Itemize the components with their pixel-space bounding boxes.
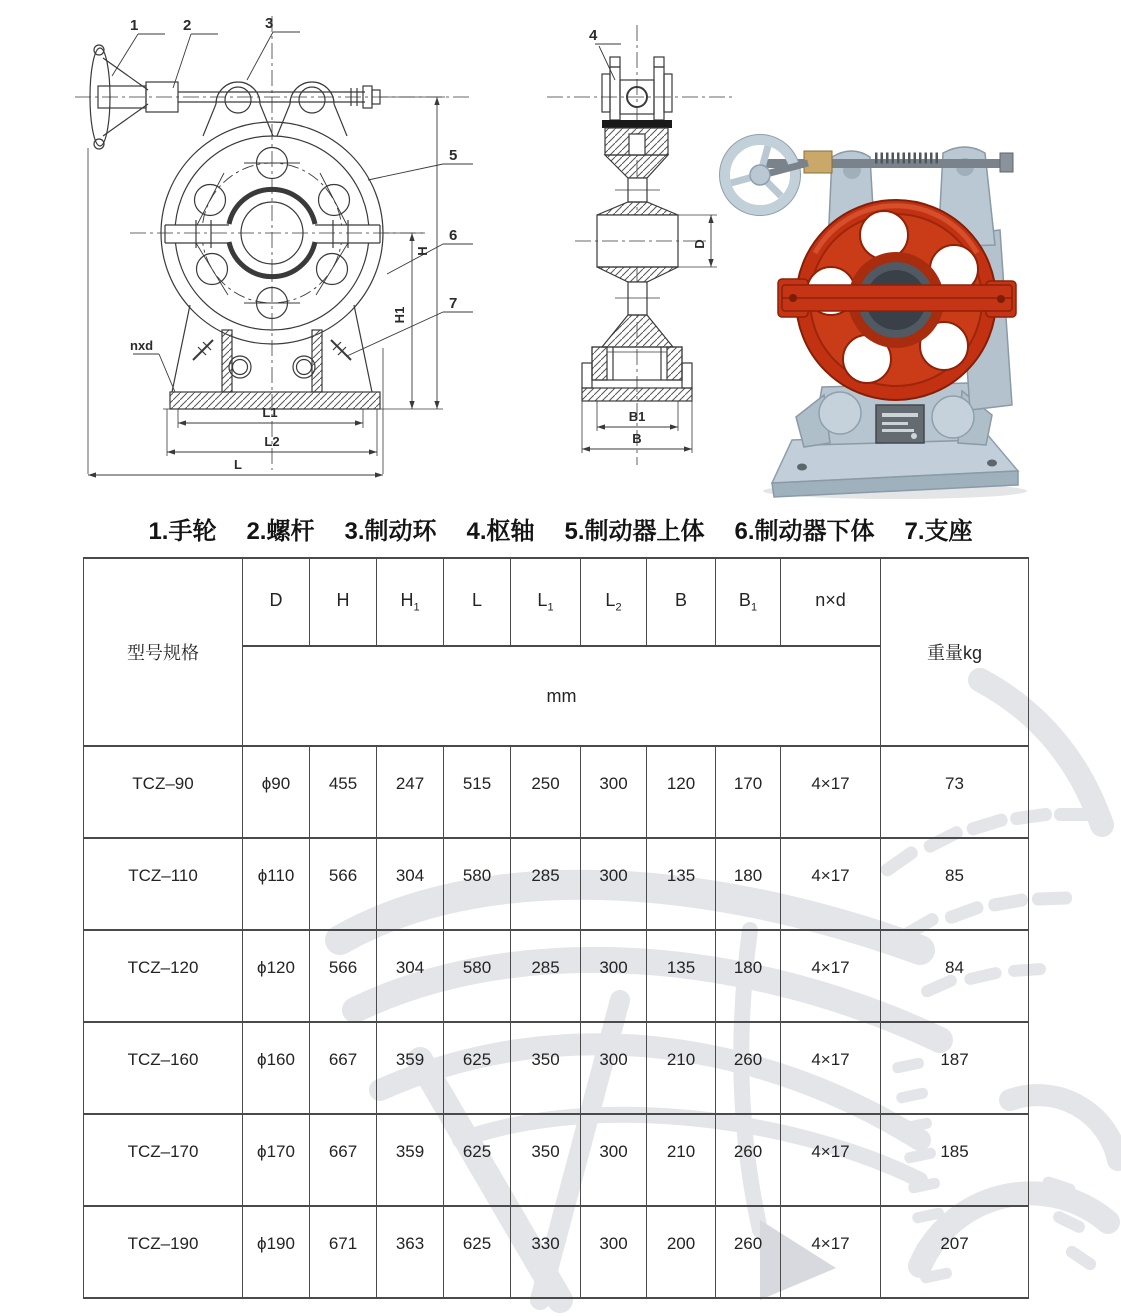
- value-cell: ϕ190: [243, 1206, 310, 1298]
- value-cell: 4×17: [781, 930, 881, 1022]
- dim-label-h: H: [415, 246, 430, 256]
- value-cell: 350: [511, 1114, 581, 1206]
- col-header-B: B: [647, 558, 716, 646]
- value-cell: 285: [511, 838, 581, 930]
- part-label-6: 6: [449, 227, 458, 244]
- photo-handwheel: [720, 135, 808, 215]
- model-cell: TCZ–120: [84, 930, 243, 1022]
- value-cell: 304: [377, 930, 444, 1022]
- part-label-2: 2: [183, 17, 192, 34]
- value-cell: 455: [310, 746, 377, 838]
- col-header-L: L: [444, 558, 511, 646]
- part-label-1: 1: [130, 17, 139, 34]
- value-cell: 170: [716, 746, 781, 838]
- value-cell: 580: [444, 930, 511, 1022]
- legend-item: 5.制动器上体: [564, 518, 705, 545]
- parts-legend: [0, 511, 1121, 546]
- value-cell: ϕ160: [243, 1022, 310, 1114]
- legend-item: 2.螺杆: [246, 518, 315, 545]
- value-cell: 210: [647, 1114, 716, 1206]
- value-cell: 300: [581, 930, 647, 1022]
- photo-nameplate: [876, 405, 924, 443]
- model-cell: TCZ–190: [84, 1206, 243, 1298]
- value-cell: 260: [716, 1206, 781, 1298]
- weight-cell: 187: [881, 1022, 1029, 1114]
- weight-cell: 73: [881, 746, 1029, 838]
- value-cell: 350: [511, 1022, 581, 1114]
- value-cell: 580: [444, 838, 511, 930]
- grease-stud-left: [193, 340, 213, 360]
- value-cell: 625: [444, 1206, 511, 1298]
- value-cell: 180: [716, 838, 781, 930]
- dim-label-b: B: [632, 431, 642, 446]
- value-cell: 359: [377, 1022, 444, 1114]
- bracket-left: [216, 82, 260, 104]
- value-cell: 359: [377, 1114, 444, 1206]
- value-cell: 285: [511, 930, 581, 1022]
- table-row: [84, 746, 1029, 838]
- value-cell: 667: [310, 1022, 377, 1114]
- brake-lower-body: [597, 267, 678, 282]
- weight-header: 重量kg: [881, 558, 1029, 746]
- value-cell: 135: [647, 930, 716, 1022]
- legend-item: 1.手轮: [148, 518, 217, 545]
- value-cell: 300: [581, 1022, 647, 1114]
- value-cell: 363: [377, 1206, 444, 1298]
- value-cell: ϕ120: [243, 930, 310, 1022]
- value-cell: 566: [310, 838, 377, 930]
- value-cell: 304: [377, 838, 444, 930]
- unit-cell: mm: [243, 646, 881, 746]
- spec-table-body: [84, 746, 1029, 1298]
- product-photo: [700, 95, 1035, 500]
- value-cell: 247: [377, 746, 444, 838]
- value-cell: 4×17: [781, 1206, 881, 1298]
- value-cell: 120: [647, 746, 716, 838]
- table-row: [84, 1022, 1029, 1114]
- value-cell: 330: [511, 1206, 581, 1298]
- value-cell: 260: [716, 1022, 781, 1114]
- dim-label-h1: H1: [392, 306, 407, 324]
- value-cell: 260: [716, 1114, 781, 1206]
- value-cell: 667: [310, 1114, 377, 1206]
- legend-item: 3.制动环: [344, 518, 437, 545]
- value-cell: 566: [310, 930, 377, 1022]
- value-cell: 180: [716, 930, 781, 1022]
- value-cell: 671: [310, 1206, 377, 1298]
- spec-table: [83, 557, 1029, 1299]
- value-cell: 625: [444, 1114, 511, 1206]
- col-header-B1: $B_1$: [716, 558, 781, 646]
- legend-item: 4.枢轴: [466, 518, 535, 545]
- dim-label-nxd: nxd: [130, 338, 154, 353]
- value-cell: 250: [511, 746, 581, 838]
- value-cell: ϕ90: [243, 746, 310, 838]
- dim-label-l: L: [234, 457, 242, 472]
- col-header-D: D: [243, 558, 310, 646]
- value-cell: 210: [647, 1022, 716, 1114]
- model-header: 型号规格: [84, 558, 243, 746]
- value-cell: 300: [581, 1206, 647, 1298]
- table-row: [84, 1114, 1029, 1206]
- part-label-5: 5: [449, 147, 458, 164]
- table-row: [84, 1206, 1029, 1298]
- legend-item: 6.制动器下体: [734, 518, 875, 545]
- value-cell: 200: [647, 1206, 716, 1298]
- table-row: [84, 838, 1029, 930]
- weight-cell: 84: [881, 930, 1029, 1022]
- value-cell: 135: [647, 838, 716, 930]
- dim-label-d: D: [692, 239, 707, 249]
- value-cell: ϕ110: [243, 838, 310, 930]
- part-label-3: 3: [265, 15, 274, 32]
- grease-stud-right: [331, 340, 351, 360]
- part-label-7: 7: [449, 295, 458, 312]
- model-cell: TCZ–160: [84, 1022, 243, 1114]
- value-cell: 300: [581, 746, 647, 838]
- value-cell: 300: [581, 1114, 647, 1206]
- weight-cell: 85: [881, 838, 1029, 930]
- dim-label-l2: L2: [264, 434, 280, 449]
- value-cell: 4×17: [781, 838, 881, 930]
- value-cell: 4×17: [781, 1114, 881, 1206]
- table-row: [84, 930, 1029, 1022]
- value-cell: 300: [581, 838, 647, 930]
- value-cell: 4×17: [781, 1022, 881, 1114]
- weight-cell: 185: [881, 1114, 1029, 1206]
- legend-item: 7.支座: [904, 518, 973, 545]
- dim-label-l1: L1: [262, 405, 278, 420]
- part-label-4: 4: [589, 27, 598, 44]
- model-cell: TCZ–90: [84, 746, 243, 838]
- value-cell: ϕ170: [243, 1114, 310, 1206]
- col-header-nxd: n×d: [781, 558, 881, 646]
- front-view-drawing: [75, 8, 480, 508]
- spec-table-container: [83, 557, 1029, 1299]
- col-header-H: H: [310, 558, 377, 646]
- value-cell: 515: [444, 746, 511, 838]
- model-cell: TCZ–110: [84, 838, 243, 930]
- col-header-H1: $H_1$: [377, 558, 444, 646]
- col-header-L1: $L_1$: [511, 558, 581, 646]
- bracket-right: [290, 82, 334, 104]
- dim-label-b1: B1: [628, 409, 646, 424]
- value-cell: 625: [444, 1022, 511, 1114]
- weight-cell: 207: [881, 1206, 1029, 1298]
- col-header-L2: $L_2$: [581, 558, 647, 646]
- photo-brass-nut: [804, 151, 832, 173]
- model-cell: TCZ–170: [84, 1114, 243, 1206]
- value-cell: 4×17: [781, 746, 881, 838]
